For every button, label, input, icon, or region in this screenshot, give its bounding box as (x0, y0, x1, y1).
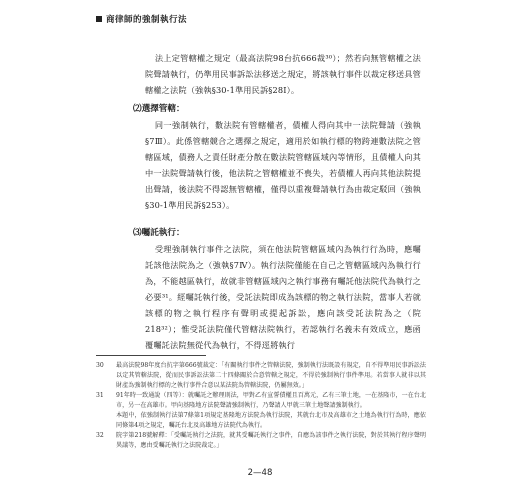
header-title: 商律師的強制執行法 (106, 15, 188, 25)
section-2-paragraph: 同一強制執行，數法院有管轄權者，債權人得向其中一法院聲請（強執§7Ⅲ）。此係管轄競合之選擇之規定，適用於如執行標的物跨連數法院之管轄區域，債務人之責任財產分散在數法院管轄區域內等情形，且債權人向其中一法院聲請執行後，他法院之管轄權並不喪失，若債權人再向其他法院提出聲請，後法院不得認無管轄權，僅得以重複聲請執行為由裁定駁回（強執§30-1準用民訴§253）。 (145, 120, 421, 210)
footnote-rule (96, 355, 206, 356)
footnotes (96, 361, 426, 451)
header-square-icon (96, 16, 102, 22)
intro-paragraph: 法上定管轄權之規定（最高法院98台抗666裁³⁰）；然若向無管轄權之法院聲請執行，仍準用民事訴訟法移送之規定，將該執行事件以裁定移送具管轄權之法院（強執§30-1準用民訴§28Ⅰ）。 (145, 53, 421, 95)
footnote-31-continued: 本題中，依強制執行法第7條第1項規定基隆地方法院為執行法院，其就台北市及高雄市之土地為執行行為時，應依同條第4項之規定，囑託台北及高雄地方法院代為執行。 (116, 412, 426, 429)
footnote-31: 31 91年時一致通說（四等）：就囑託之辦理則法，甲對乙有宣誓債權且百萬元，乙有三筆土地，一在基隆市，一在台北市，另一在高雄市。甲向基隆地方法院聲請強制執行，乃聲請人甲就三筆土地聲請強制執行。 (96, 392, 426, 409)
footnote-32: 32 院字第218號解釋：「受囑託執行之法院，就其受囑託執行之事件，自應為該事件之執行法院，對於其執行程序聲明異議等，應由受囑託執行之法院裁定。」 (96, 432, 426, 449)
footnote-30: 30 最高法院98年度台抗字第666號裁定：「有關執行事件之管轄法院，強制執行法既設有規定，自不得準用民事訴訟法以定其管轄法院，從而民事訴訟法第二十四條關於合意管轄之規定，不得於強制執行事件準用。若當事人就非以其財產為強制執行標的之執行事件合意以某法院為管轄法院，仍屬無效。」 (96, 362, 426, 389)
running-header (96, 13, 187, 25)
section-2-heading: ⑵選擇管轄： (133, 104, 185, 114)
section-3-paragraph: 受理強制執行事件之法院，須在他法院管轄區域內為執行行為時，應囑託該他法院為之（強執§7Ⅳ）。執行法院僅能在自己之管轄區域內為執行行為，不能越區執行，故就非管轄區域內之執行事務有囑託他法院代為執行之必要³¹。經囑託執行後，受託法院即成為該標的物之執行法院，當事人若就該標的物之執行程序有聲明或提起訴訟，應向該受託法院為之（院218³²）；惟受託法院僅代管轄法院執行，若認執行名義未有效成立，應函覆囑託法院無從代為執行，不得逕將執行 (145, 244, 421, 350)
section-3-heading: ⑶囑託執行： (133, 228, 185, 238)
page-number: 2—48 (247, 468, 273, 478)
